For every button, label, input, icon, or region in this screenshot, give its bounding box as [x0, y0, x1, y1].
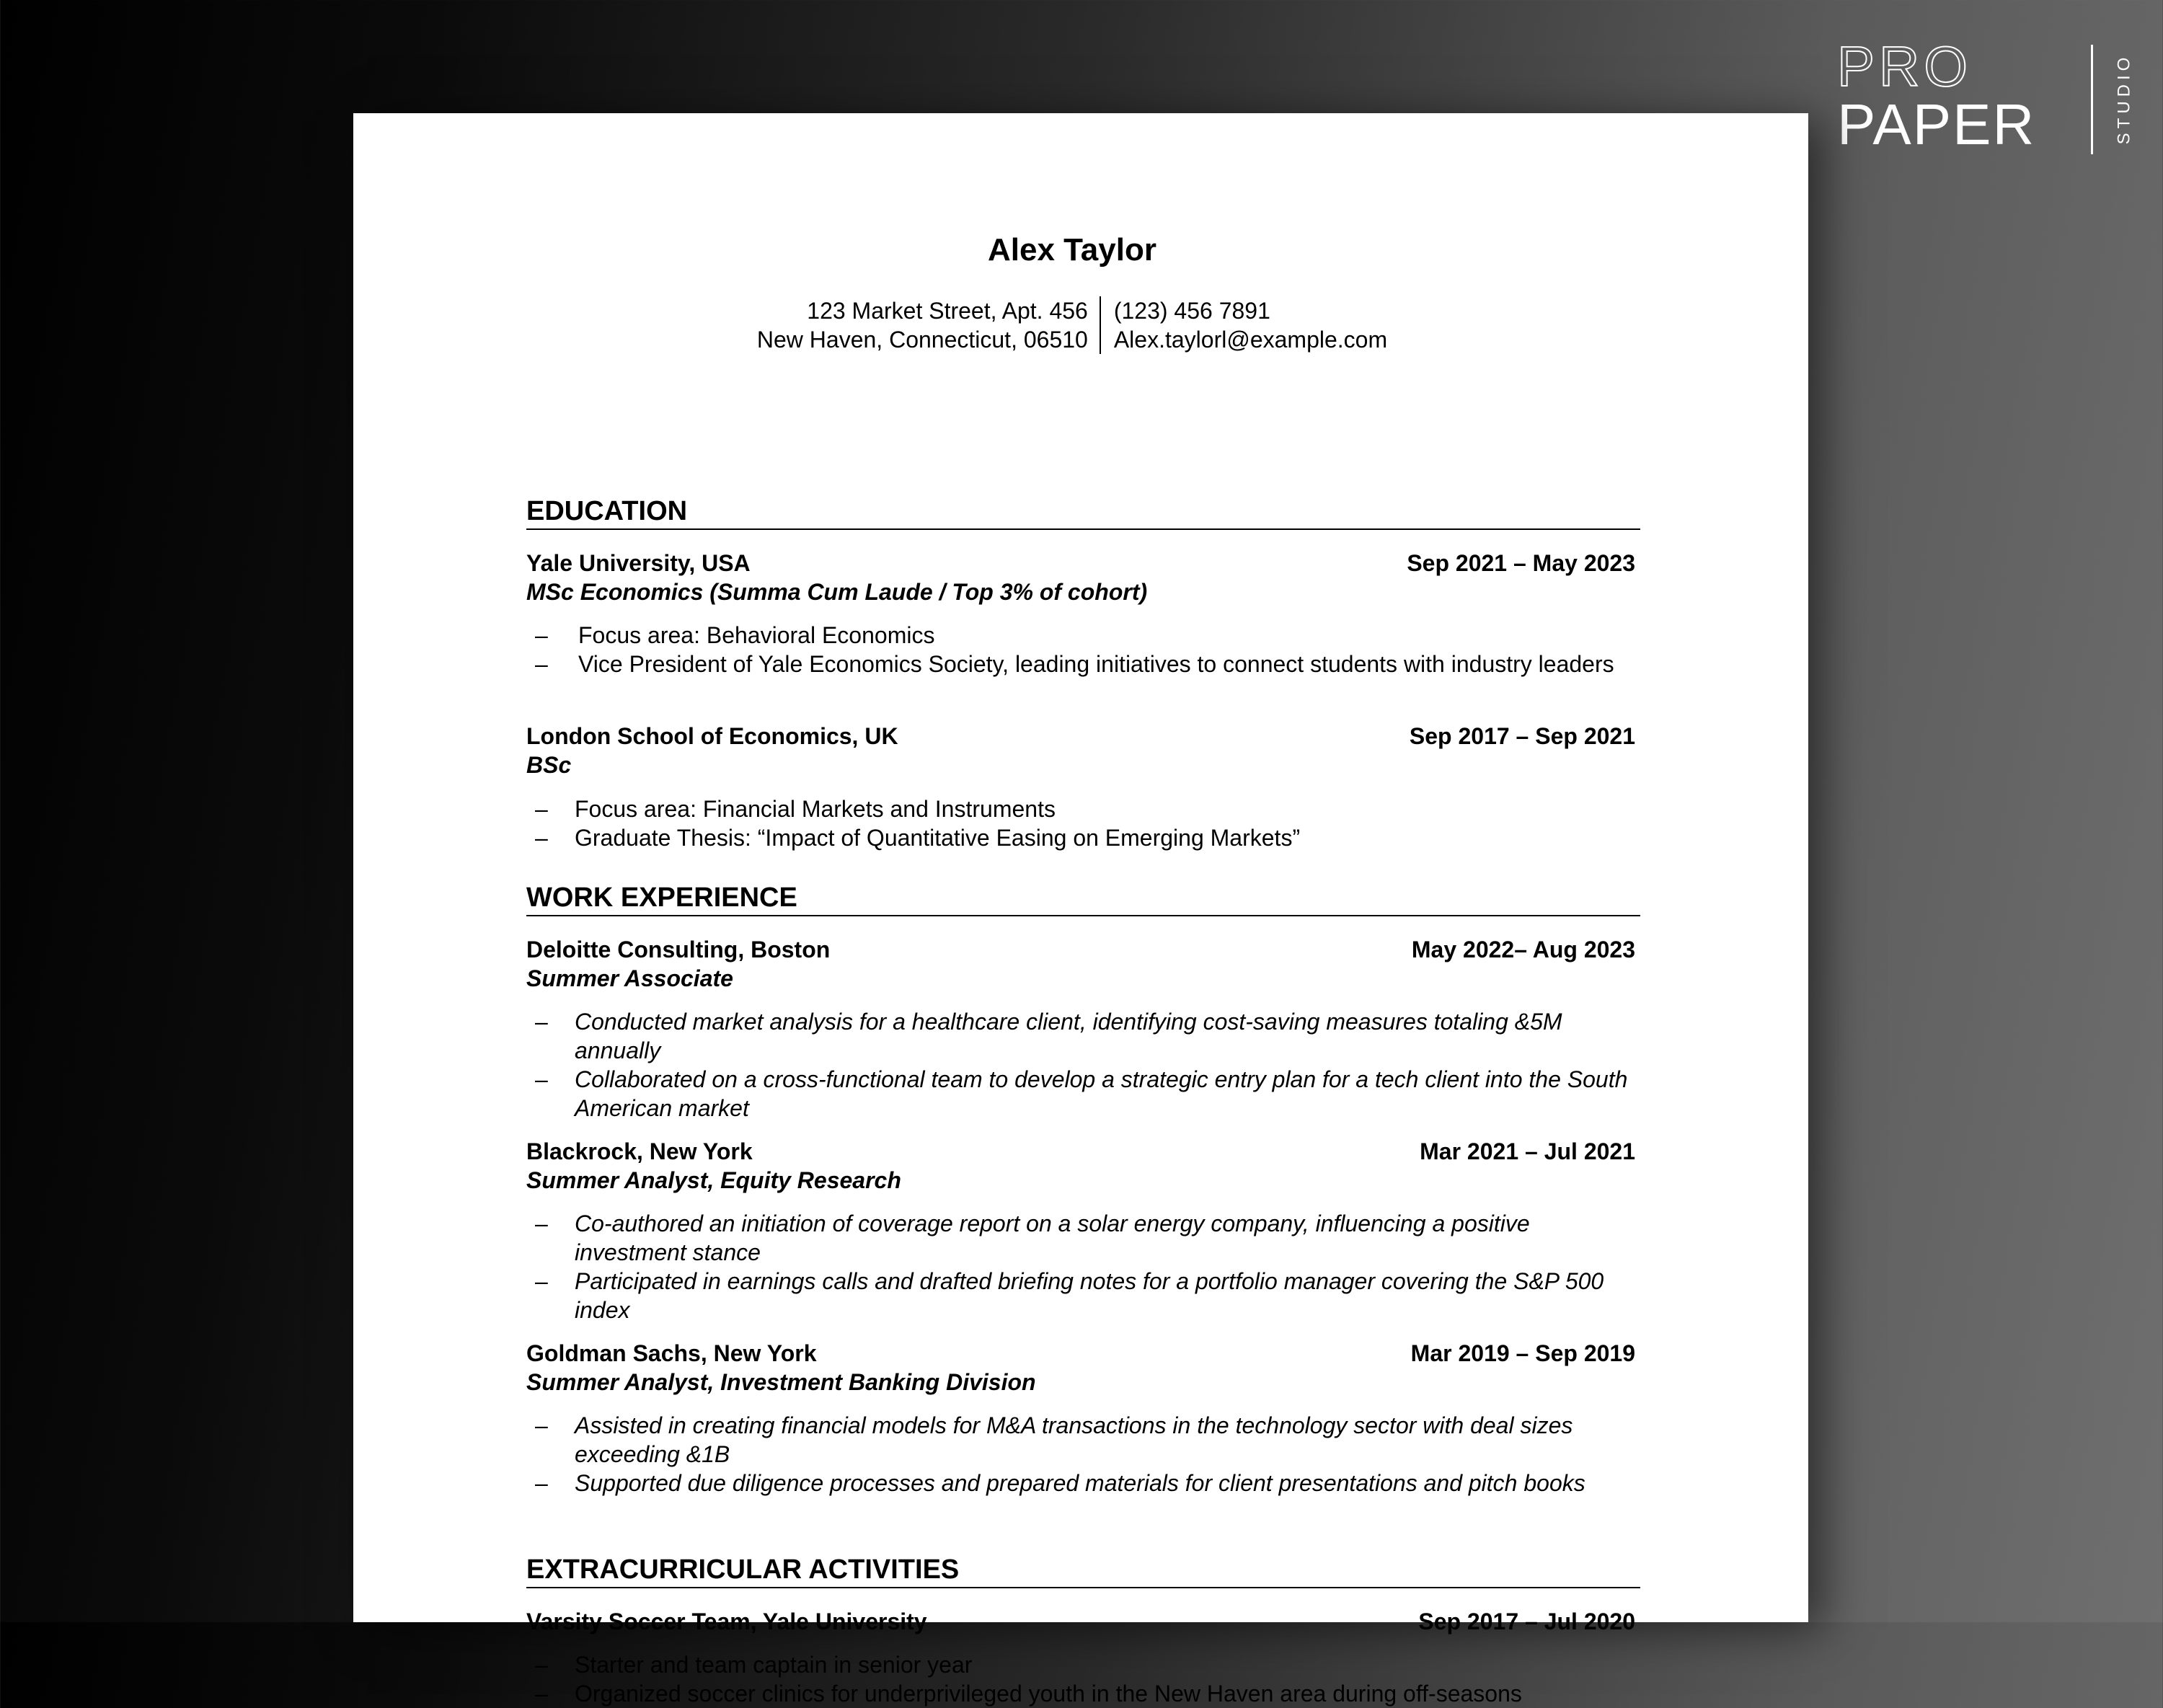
phone-number: (123) 456 7891 [1113, 298, 1270, 324]
entry-dates: Mar 2019 – Sep 2019 [1410, 1340, 1635, 1366]
bullet-list [526, 1209, 1640, 1324]
bullet-text: Vice President of Yale Economics Society, leading initiatives to connect students with industry leaders [578, 651, 1614, 677]
brand-logo-line2: PAPER [1837, 92, 2036, 156]
bullet-dash: – [535, 1652, 548, 1678]
contact-block [526, 296, 1618, 354]
bullet-text: Conducted market analysis for a healthcare client, identifying cost-saving measures totaling &5M annually [575, 1009, 1562, 1063]
entry-dates: Sep 2021 – May 2023 [1407, 550, 1635, 576]
entry-header [526, 935, 1635, 964]
section-title-work-experience: WORK EXPERIENCE [526, 882, 1640, 916]
bullet-list [526, 621, 1640, 678]
bullet-dash: – [535, 1412, 548, 1438]
bullet-dash: – [535, 825, 548, 851]
bullet-list [526, 1411, 1640, 1497]
address-block [757, 296, 1101, 354]
entry-organization: Deloitte Consulting, Boston [526, 937, 831, 963]
address-line-2: New Haven, Connecticut, 06510 [756, 327, 1088, 353]
bullet-dash: – [535, 1211, 548, 1236]
list-item [526, 823, 1640, 852]
bullet-dash: – [535, 651, 548, 677]
entry-subtitle: Summer Analyst, Investment Banking Division [526, 1369, 1036, 1395]
bullet-text: Graduate Thesis: “Impact of Quantitative Easing on Emerging Markets” [575, 825, 1301, 851]
entry-header [526, 549, 1635, 578]
entry-subtitle: Summer Associate [526, 965, 733, 991]
list-item [526, 1209, 1640, 1267]
list-item [526, 1007, 1640, 1065]
bullet-text: Co-authored an initiation of coverage report on a solar energy company, influencing a positive investment stance [575, 1211, 1530, 1265]
entry-dates: May 2022– Aug 2023 [1411, 937, 1635, 963]
bullet-text: Starter and team captain in senior year [575, 1652, 973, 1678]
entry-dates: Mar 2021 – Jul 2021 [1420, 1138, 1635, 1164]
entry-organization: Yale University, USA [526, 550, 751, 576]
bullet-dash: – [535, 1066, 548, 1092]
brand-logo-line1: PRO [1837, 35, 1973, 98]
resume-page [353, 113, 1808, 1707]
bullet-dash: – [535, 1268, 548, 1294]
list-item [526, 1469, 1640, 1497]
entry-subtitle: BSc [526, 752, 572, 778]
list-item [526, 1411, 1640, 1469]
reach-block [1101, 296, 1387, 354]
section-title-extracurricular: EXTRACURRICULAR ACTIVITIES [526, 1554, 1640, 1588]
brand-logo-divider [2091, 45, 2093, 154]
brand-logo [1837, 37, 2140, 160]
list-item [526, 1065, 1640, 1123]
entry-dates: Sep 2017 – Sep 2021 [1409, 723, 1635, 749]
address-line-1: 123 Market Street, Apt. 456 [807, 298, 1088, 324]
bullet-list [526, 795, 1640, 852]
bullet-text: Assisted in creating financial models for M&A transactions in the technology sector with deal sizes exceeding &1B [575, 1412, 1573, 1467]
bullet-text: Collaborated on a cross-functional team to develop a strategic entry plan for a tech client into the South American market [575, 1066, 1628, 1121]
bullet-text: Focus area: Behavioral Economics [578, 622, 935, 648]
list-item [526, 1679, 1640, 1708]
section-title-education: EDUCATION [526, 495, 1640, 530]
resume-name: Alex Taylor [988, 232, 1156, 267]
entry-organization: Blackrock, New York [526, 1138, 753, 1164]
bullet-list [526, 1650, 1640, 1708]
bullet-text: Focus area: Financial Markets and Instruments [575, 796, 1056, 822]
entry-organization: Varsity Soccer Team, Yale University [526, 1609, 927, 1634]
list-item [526, 1267, 1640, 1324]
bullet-dash: – [535, 1470, 548, 1496]
entry-header [526, 1607, 1635, 1636]
bullet-list [526, 1007, 1640, 1123]
entry-header [526, 1339, 1635, 1368]
bullet-dash: – [535, 622, 548, 648]
entry-header [526, 722, 1635, 751]
brand-logo-tag: STUDIO [2114, 53, 2134, 145]
email-address: Alex.taylorl@example.com [1113, 327, 1388, 353]
entry-subtitle: Summer Analyst, Equity Research [526, 1167, 901, 1193]
entry-header [526, 1137, 1635, 1166]
entry-dates: Sep 2017 – Jul 2020 [1418, 1609, 1635, 1634]
list-item [526, 795, 1640, 823]
entry-subtitle: MSc Economics (Summa Cum Laude / Top 3% of cohort) [526, 579, 1148, 605]
bullet-text: Supported due diligence processes and prepared materials for client presentations and pitch books [575, 1470, 1585, 1496]
bullet-dash: – [535, 1681, 548, 1707]
entry-organization: London School of Economics, UK [526, 723, 898, 749]
list-item [526, 1650, 1640, 1679]
bullet-text: Participated in earnings calls and drafted briefing notes for a portfolio manager covering the S&P 500 index [575, 1268, 1604, 1323]
bullet-text: Organized soccer clinics for underprivileged youth in the New Haven area during off-seasons [575, 1681, 1522, 1707]
bullet-dash: – [535, 1009, 548, 1035]
bullet-dash: – [535, 796, 548, 822]
list-item [526, 650, 1640, 678]
entry-organization: Goldman Sachs, New York [526, 1340, 817, 1366]
list-item [526, 621, 1640, 650]
